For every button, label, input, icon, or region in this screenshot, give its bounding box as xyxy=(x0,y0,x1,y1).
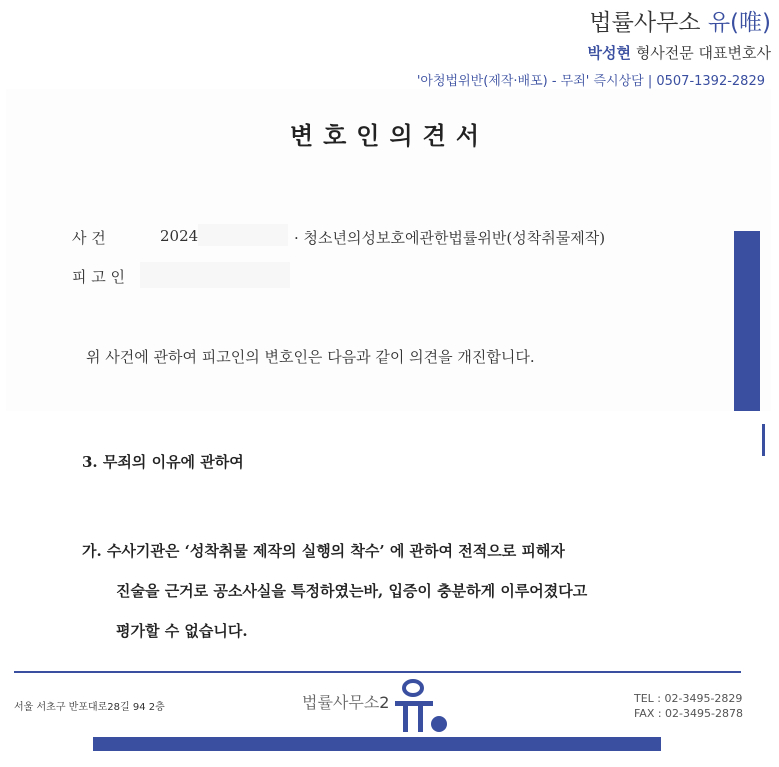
footer-fax: FAX : 02-3495-2878 xyxy=(633,707,743,720)
case-number: 2024 xyxy=(160,227,199,245)
paragraph-line: 평가할 수 없습니다. xyxy=(116,622,248,640)
footer-tel: TEL : 02-3495-2829 xyxy=(633,692,743,705)
paragraph-line: 가. 수사기관은 ‘성착취물 제작의 실행의 착수’ 에 관하여 전적으로 피해자 xyxy=(82,542,565,560)
case-label: 사 건 xyxy=(72,229,106,247)
case-name: · 청소년의성보호에관한법률위반(성착취물제작) xyxy=(294,229,606,247)
page-number: 2 xyxy=(379,693,390,712)
footer-rule xyxy=(14,671,741,673)
footer-address: 서울 서초구 반포대로28길 94 2층 xyxy=(14,702,165,713)
firm-logo-icon xyxy=(393,674,457,744)
lawyer-title: 형사전문 대표변호사 xyxy=(635,44,771,62)
firm-name-prefix: 법률사무소 xyxy=(589,10,701,36)
redaction-block xyxy=(198,224,288,246)
footer-contact xyxy=(634,691,743,721)
footer-firm-label: 법률사무소 xyxy=(302,693,380,712)
lawyer-line xyxy=(588,42,771,63)
footer-firm-name xyxy=(302,690,389,713)
footer-bar xyxy=(93,737,661,751)
defendant-label: 피 고 인 xyxy=(72,268,126,286)
page-side-marker xyxy=(762,424,765,456)
paragraph-line: 진술을 근거로 공소사실을 특정하였는바, 입증이 충분하게 이루어졌다고 xyxy=(116,582,588,600)
page-side-tab xyxy=(734,231,760,411)
document-title: 변호인의견서 xyxy=(289,121,490,150)
intro-sentence: 위 사건에 관하여 피고인의 변호인은 다음과 같이 의견을 개진합니다. xyxy=(86,348,535,366)
promo-line: '아청법위반(제작·배포) - 무죄' 즉시상담 | 0507-1392-2829 xyxy=(416,74,765,89)
firm-name-accent: 유(唯) xyxy=(707,10,771,36)
lawyer-name: 박성현 xyxy=(587,44,632,62)
firm-brand xyxy=(589,4,771,37)
section-heading: 3. 무죄의 이유에 관하여 xyxy=(82,453,244,471)
redaction-block xyxy=(140,262,290,288)
